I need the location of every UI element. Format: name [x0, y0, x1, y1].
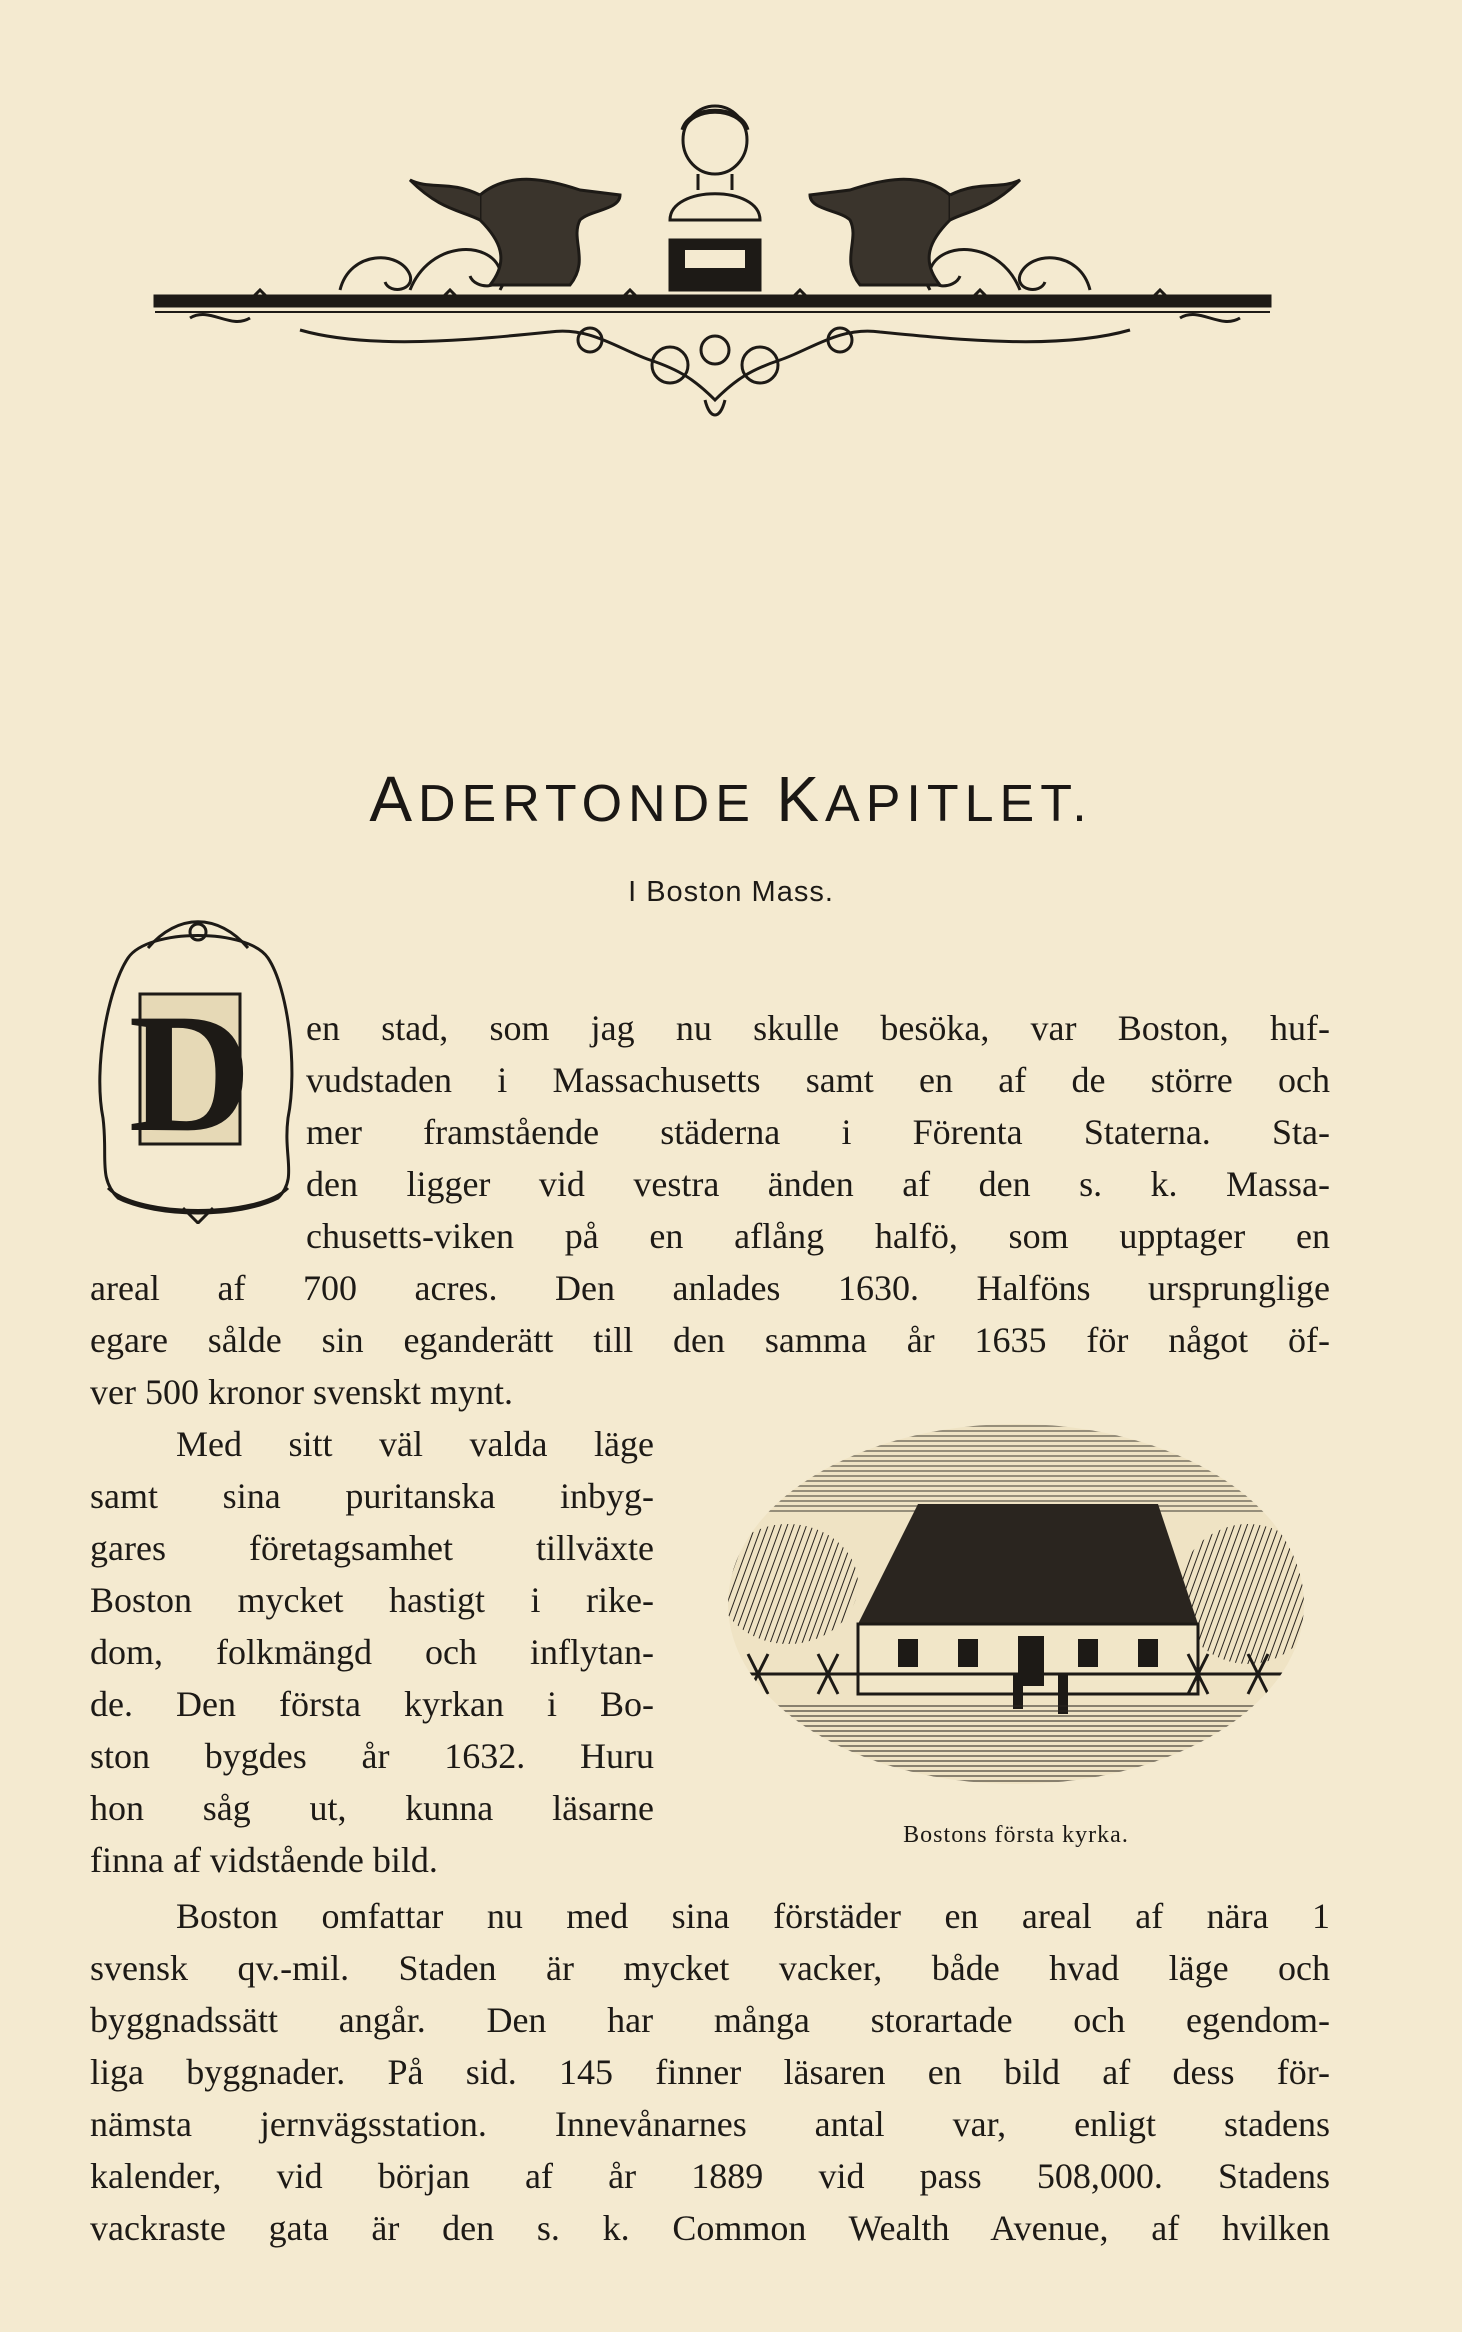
paragraph-2-line-3: gares företagsamhet tillväxte [90, 1528, 654, 1568]
paragraph-2-line-8: hon såg ut, kunna läsarne [90, 1788, 654, 1828]
paragraph-1-line-8: ver 500 kronor svenskt mynt. [90, 1372, 513, 1412]
paragraph-3-line-3: byggnadssätt angår. Den har många storartade och egendom- [90, 2000, 1330, 2040]
church-engraving [728, 1424, 1304, 1784]
paragraph-1-line-3: mer framstående städerna i Förenta Staterna. Sta- [306, 1112, 1330, 1152]
paragraph-2-line-9: finna af vidstående bild. [90, 1840, 438, 1880]
chapter-title-part-2: APITLET. [825, 775, 1093, 833]
paragraph-2-line-2: samt sina puritanska inbyg- [90, 1476, 654, 1516]
paragraph-1-line-7: egare sålde sin eganderätt till den samma år 1635 för något öf- [90, 1320, 1330, 1360]
paragraph-1-line-1: en stad, som jag nu skulle besöka, var Boston, huf- [306, 1008, 1330, 1048]
chapter-title-initial: A [369, 763, 418, 835]
paragraph-3-line-2: svensk qv.-mil. Staden är mycket vacker, både hvad läge och [90, 1948, 1330, 1988]
chapter-title-part-1: DERTONDE [418, 775, 777, 833]
paragraph-2-line-7: ston bygdes år 1632. Huru [90, 1736, 654, 1776]
chapter-title-initial-2: K [776, 763, 826, 835]
paragraph-2-line-6: de. Den första kyrkan i Bo- [90, 1684, 654, 1724]
paragraph-1-line-6: areal af 700 acres. Den anlades 1630. Halföns ursprunglige [90, 1268, 1330, 1308]
paragraph-3-line-6: kalender, vid början af år 1889 vid pass 508,000. Stadens [90, 2156, 1330, 2196]
paragraph-1-line-4: den ligger vid vestra änden af den s. k. Massa- [306, 1164, 1330, 1204]
chapter-title [0, 762, 1462, 836]
paragraph-3-line-5: nämsta jernvägsstation. Innevånarnes antal var, enligt stadens [90, 2104, 1330, 2144]
paragraph-3-line-1: Boston omfattar nu med sina förstäder en areal af nära 1 [176, 1896, 1330, 1936]
paragraph-3-line-4: liga byggnader. På sid. 145 finner läsaren en bild af dess för- [90, 2052, 1330, 2092]
drop-cap-ornament [88, 918, 304, 1224]
paragraph-2-line-4: Boston mycket hastigt i rike- [90, 1580, 654, 1620]
chapter-subtitle: I Boston Mass. [628, 876, 834, 908]
paragraph-2-line-1: Med sitt väl valda läge [176, 1424, 654, 1464]
header-ornament [150, 100, 1280, 460]
paragraph-1-line-2: vudstaden i Massachusetts samt en af de större och [306, 1060, 1330, 1100]
drop-cap-letter: D [128, 979, 252, 1167]
paragraph-1-line-5: chusetts-viken på en aflång halfö, som upptager en [306, 1216, 1330, 1256]
paragraph-3-line-7: vackraste gata är den s. k. Common Wealth Avenue, af hvilken [90, 2208, 1330, 2248]
paragraph-2-line-5: dom, folkmängd och inflytan- [90, 1632, 654, 1672]
figure-caption: Bostons första kyrka. [903, 1822, 1129, 1848]
